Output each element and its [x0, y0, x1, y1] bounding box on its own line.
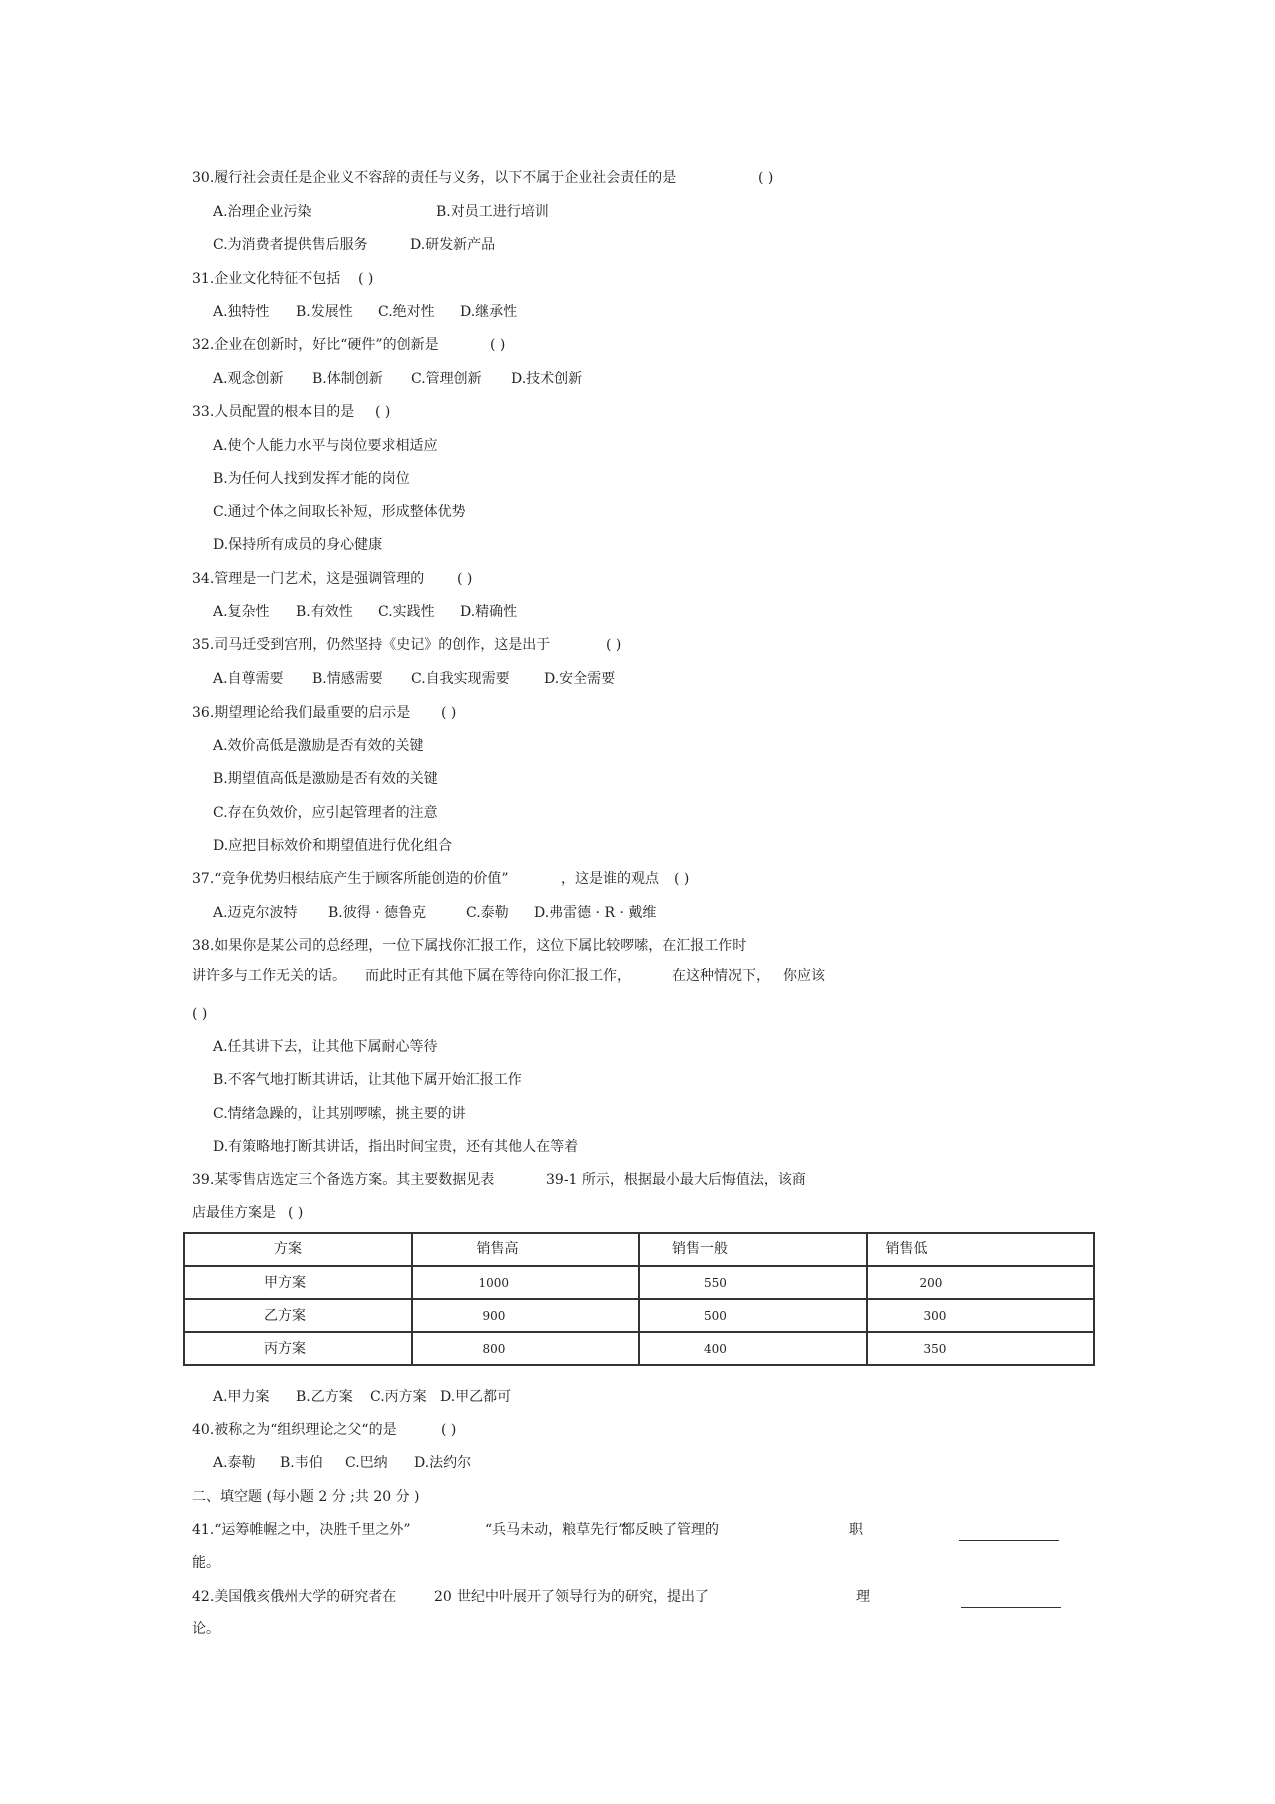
question-36-option-c: C.存在负效价，应引起管理者的注意: [213, 805, 438, 821]
question-42-part-b: 20: [434, 1589, 452, 1605]
question-41-part-a: 41.“运筹帷幄之中，决胜千里之外”: [192, 1522, 411, 1538]
question-41-answer-blank: [959, 1540, 1059, 1541]
question-38-option-b: B.不客气地打断其讲话，让其他下属开始汇报工作: [213, 1072, 522, 1088]
question-39-option-a: A.甲力案: [213, 1389, 270, 1405]
table-cell: 350: [923, 1342, 947, 1356]
table-row: [184, 1299, 1094, 1332]
question-34-option-a: A.复杂性: [213, 604, 270, 620]
table-header-sales-medium: 销售一般: [672, 1241, 728, 1257]
question-34-stem: 34.管理是一门艺术，这是强调管理的: [192, 571, 425, 587]
question-42-answer-blank: [961, 1607, 1061, 1608]
table-cell: 800: [482, 1342, 506, 1356]
question-37-option-b: B.彼得 · 德鲁克: [328, 905, 427, 921]
question-38-option-c: C.情绪急躁的，让其别啰嗦，挑主要的讲: [213, 1106, 466, 1122]
question-33-option-b: B.为任何人找到发挥才能的岗位: [213, 471, 410, 487]
question-37-stem: 37.“竞争优势归根结底产生于顾客所能创造的价值”: [192, 871, 509, 887]
table-header-row: [184, 1233, 1094, 1266]
question-32-answer-paren: ( ): [490, 337, 506, 353]
question-37-answer-paren: ( ): [674, 871, 690, 887]
question-30-answer-paren: ( ): [758, 170, 774, 186]
question-40-option-a: A.泰勒: [213, 1455, 256, 1471]
table-header-sales-low: 销售低: [885, 1241, 928, 1257]
question-41-part-b: “兵马未动，粮草先行”: [485, 1522, 626, 1538]
section-2-heading: 二、填空题 (每小题 2 分 ;共 20 分 ): [192, 1489, 420, 1505]
question-30-option-d: D.研发新产品: [410, 237, 496, 253]
question-42-part-d: 理: [856, 1589, 870, 1605]
question-31-option-a: A.独特性: [213, 304, 270, 320]
question-33-option-a: A.使个人能力水平与岗位要求相适应: [213, 438, 438, 454]
question-30-option-b: B.对员工进行培训: [436, 204, 549, 220]
question-33-option-d: D.保持所有成员的身心健康: [213, 537, 383, 553]
question-37-option-c: C.泰勒: [466, 905, 509, 921]
question-32-option-d: D.技术创新: [511, 371, 583, 387]
question-35-answer-paren: ( ): [606, 637, 622, 653]
question-38-stem-line2a: 讲许多与工作无关的话。: [192, 968, 346, 984]
question-35-option-a: A.自尊需要: [213, 671, 284, 687]
question-39-answer-paren: ( ): [288, 1205, 304, 1221]
question-34-option-c: C.实践性: [378, 604, 435, 620]
question-32-option-a: A.观念创新: [213, 371, 284, 387]
table-cell: 丙方案: [264, 1341, 306, 1357]
question-38-option-a: A.任其讲下去，让其他下属耐心等待: [213, 1039, 438, 1055]
question-41-part-d: 职: [849, 1522, 863, 1538]
table-cell: 400: [704, 1342, 727, 1356]
question-31-option-d: D.继承性: [460, 304, 518, 320]
question-30-option-a: A.治理企业污染: [213, 204, 312, 220]
question-40-option-c: C.巴纳: [345, 1455, 388, 1471]
question-36-option-a: A.效价高低是激励是否有效的关键: [213, 738, 424, 754]
question-34-option-b: B.有效性: [296, 604, 353, 620]
question-30-option-c: C.为消费者提供售后服务: [213, 237, 368, 253]
question-37-stem-cont: ，这是谁的观点: [561, 871, 659, 887]
question-37-option-d: D.弗雷德 · R · 戴维: [534, 905, 657, 921]
question-38-stem-line2c: 在这种情况下，: [672, 968, 770, 984]
question-36-option-b: B.期望值高低是激励是否有效的关键: [213, 771, 438, 787]
question-40-stem: 40.被称之为“组织理论之父“的是: [192, 1422, 397, 1438]
table-cell: 900: [482, 1309, 506, 1323]
question-42-part-e: 论。: [192, 1621, 220, 1637]
question-32-stem: 32.企业在创新时，好比“硬件”的创新是: [192, 337, 439, 353]
question-38-option-d: D.有策略地打断其讲话，指出时间宝贵，还有其他人在等着: [213, 1139, 579, 1155]
table-row: [184, 1332, 1094, 1365]
question-38-stem: 38.如果你是某公司的总经理，一位下属找你汇报工作，这位下属比较啰嗦，在汇报工作时: [192, 938, 747, 954]
question-38-stem-line2d: 你应该: [783, 968, 825, 984]
table-cell: 200: [919, 1276, 943, 1290]
question-39-stem-line2: 店最佳方案是: [192, 1205, 276, 1221]
table-row: [184, 1266, 1094, 1299]
question-32-option-c: C.管理创新: [411, 371, 482, 387]
question-39-option-c: C.丙方案: [370, 1389, 427, 1405]
question-35-option-c: C.自我实现需要: [411, 671, 510, 687]
table-cell: 550: [704, 1276, 727, 1290]
table-header-sales-high: 销售高: [476, 1241, 519, 1257]
question-31-answer-paren: ( ): [358, 271, 374, 287]
question-39-option-d: D.甲乙都可: [440, 1389, 512, 1405]
question-37-option-a: A.迈克尔波特: [213, 905, 298, 921]
question-32-option-b: B.体制创新: [312, 371, 383, 387]
table-cell: 甲方案: [264, 1275, 306, 1291]
question-38-answer-paren: ( ): [192, 1006, 208, 1022]
question-39-option-b: B.乙方案: [296, 1389, 353, 1405]
question-36-stem: 36.期望理论给我们最重要的启示是: [192, 705, 411, 721]
question-34-option-d: D.精确性: [460, 604, 518, 620]
question-36-answer-paren: ( ): [441, 705, 457, 721]
question-31-option-c: C.绝对性: [378, 304, 435, 320]
question-41-part-e: 能。: [192, 1555, 220, 1571]
question-33-option-c: C.通过个体之间取长补短，形成整体优势: [213, 504, 466, 520]
question-42-part-c: 世纪中叶展开了领导行为的研究，提出了: [457, 1589, 709, 1605]
question-36-option-d: D.应把目标效价和期望值进行优化组合: [213, 838, 453, 854]
table-cell: 乙方案: [264, 1308, 306, 1324]
question-33-answer-paren: ( ): [375, 404, 391, 420]
question-33-stem: 33.人员配置的根本目的是: [192, 404, 355, 420]
question-30-stem: 30.履行社会责任是企业义不容辞的责任与义务，以下不属于企业社会责任的是: [192, 170, 677, 186]
question-31-option-b: B.发展性: [296, 304, 353, 320]
question-40-answer-paren: ( ): [441, 1422, 457, 1438]
question-39-stem: 39.某零售店选定三个备选方案。其主要数据见表: [192, 1172, 495, 1188]
question-39-stem-cont: 39-1 所示，根据最小最大后悔值法，该商: [546, 1172, 806, 1188]
table-cell: 300: [923, 1309, 947, 1323]
question-31-stem: 31.企业文化特征不包括: [192, 271, 341, 287]
table-cell: 500: [704, 1309, 727, 1323]
table-header-plan: 方案: [274, 1241, 302, 1257]
question-41-part-c: 都反映了管理的: [621, 1522, 719, 1538]
question-35-stem: 35.司马迁受到宫刑，仍然坚持《史记》的创作，这是出于: [192, 637, 551, 653]
question-42-part-a: 42.美国俄亥俄州大学的研究者在: [192, 1589, 397, 1605]
question-40-option-d: D.法约尔: [414, 1455, 472, 1471]
question-35-option-d: D.安全需要: [544, 671, 616, 687]
question-40-option-b: B.韦伯: [280, 1455, 323, 1471]
question-38-stem-line2b: 而此时正有其他下属在等待向你汇报工作，: [365, 968, 631, 984]
table-cell: 1000: [478, 1276, 510, 1290]
question-35-option-b: B.情感需要: [312, 671, 383, 687]
scheme-table: [183, 1232, 1095, 1366]
question-34-answer-paren: ( ): [457, 571, 473, 587]
